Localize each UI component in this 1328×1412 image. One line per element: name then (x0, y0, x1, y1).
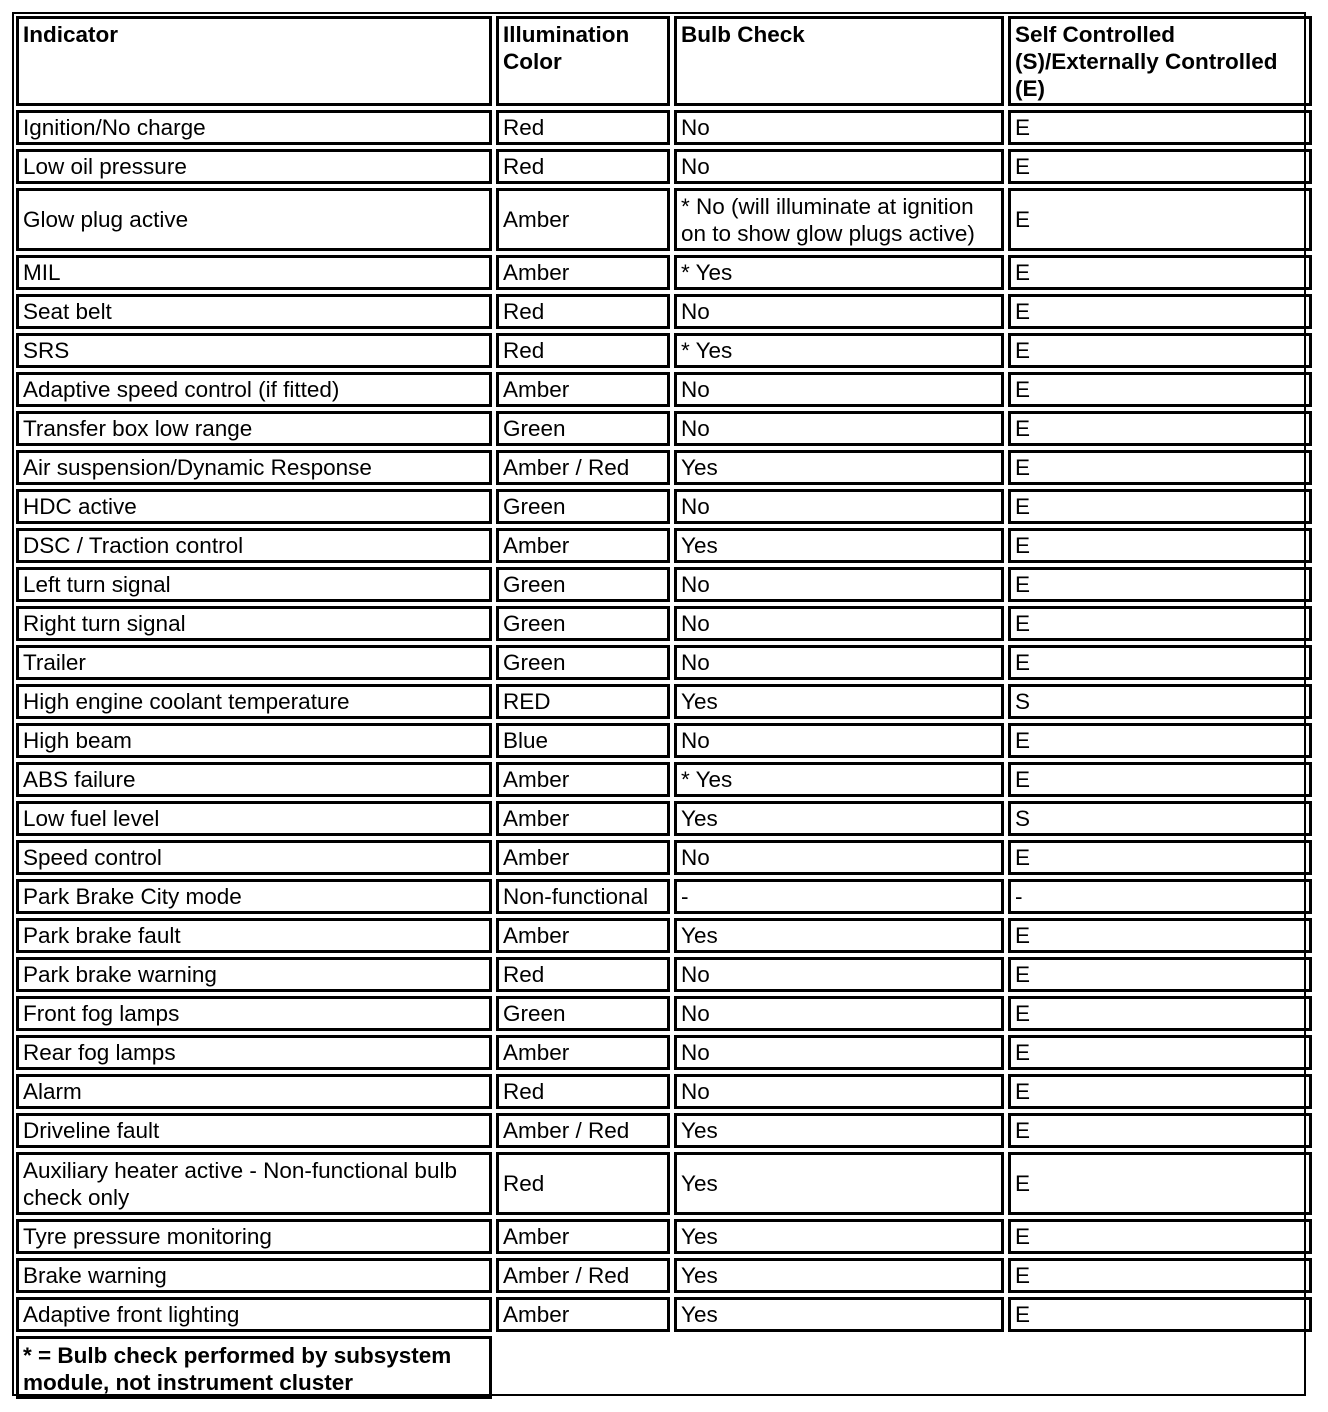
cell-indicator: Right turn signal (16, 606, 492, 641)
cell-control-type: E (1008, 840, 1312, 875)
cell-illumination-color: Amber (496, 255, 670, 290)
cell-illumination-color: Red (496, 149, 670, 184)
cell-control-type: E (1008, 1219, 1312, 1254)
cell-bulb-check: - (674, 879, 1004, 914)
cell-bulb-check: Yes (674, 1219, 1004, 1254)
cell-control-type: E (1008, 188, 1312, 251)
table-row (16, 1152, 1312, 1215)
cell-bulb-check: Yes (674, 918, 1004, 953)
cell-control-type: E (1008, 645, 1312, 680)
cell-bulb-check: No (674, 606, 1004, 641)
cell-illumination-color: Amber / Red (496, 450, 670, 485)
cell-indicator: High beam (16, 723, 492, 758)
cell-illumination-color: Amber (496, 528, 670, 563)
table-row (16, 918, 1312, 953)
cell-bulb-check: Yes (674, 801, 1004, 836)
table-row (16, 528, 1312, 563)
cell-indicator: Trailer (16, 645, 492, 680)
cell-indicator: Low fuel level (16, 801, 492, 836)
table-row (16, 840, 1312, 875)
cell-bulb-check: Yes (674, 528, 1004, 563)
cell-bulb-check: No (674, 149, 1004, 184)
cell-indicator: HDC active (16, 489, 492, 524)
cell-indicator: Tyre pressure monitoring (16, 1219, 492, 1254)
cell-illumination-color: Amber (496, 762, 670, 797)
cell-control-type: E (1008, 110, 1312, 145)
cell-control-type: E (1008, 149, 1312, 184)
cell-control-type: E (1008, 411, 1312, 446)
cell-indicator: DSC / Traction control (16, 528, 492, 563)
cell-illumination-color: Amber (496, 372, 670, 407)
cell-indicator: MIL (16, 255, 492, 290)
cell-illumination-color: Red (496, 333, 670, 368)
cell-bulb-check: No (674, 294, 1004, 329)
table-row (16, 879, 1312, 914)
table-row (16, 110, 1312, 145)
table-row (16, 333, 1312, 368)
table-row (16, 294, 1312, 329)
cell-illumination-color: Green (496, 996, 670, 1031)
cell-bulb-check: * Yes (674, 255, 1004, 290)
cell-indicator: Park brake warning (16, 957, 492, 992)
cell-control-type: E (1008, 762, 1312, 797)
cell-indicator: Auxiliary heater active - Non-functional bulb check only (16, 1152, 492, 1215)
header-control-type: Self Controlled (S)/Externally Controlled (E) (1008, 16, 1312, 106)
cell-indicator: High engine coolant temperature (16, 684, 492, 719)
cell-bulb-check: Yes (674, 1152, 1004, 1215)
cell-illumination-color: Amber (496, 1219, 670, 1254)
cell-indicator: Ignition/No charge (16, 110, 492, 145)
table-row (16, 372, 1312, 407)
cell-illumination-color: Non-functional (496, 879, 670, 914)
cell-illumination-color: Green (496, 489, 670, 524)
cell-bulb-check: No (674, 1035, 1004, 1070)
table-row (16, 567, 1312, 602)
cell-indicator: Low oil pressure (16, 149, 492, 184)
cell-control-type: E (1008, 372, 1312, 407)
cell-control-type: E (1008, 996, 1312, 1031)
cell-illumination-color: Green (496, 567, 670, 602)
table-row (16, 1219, 1312, 1254)
cell-indicator: Brake warning (16, 1258, 492, 1293)
cell-control-type: E (1008, 489, 1312, 524)
table-row (16, 1035, 1312, 1070)
cell-illumination-color: Green (496, 411, 670, 446)
cell-bulb-check: No (674, 567, 1004, 602)
cell-indicator: Transfer box low range (16, 411, 492, 446)
header-bulb-check: Bulb Check (674, 16, 1004, 106)
cell-bulb-check: * No (will illuminate at ignition on to show glow plugs active) (674, 188, 1004, 251)
cell-bulb-check: Yes (674, 1297, 1004, 1332)
cell-illumination-color: Red (496, 1152, 670, 1215)
cell-indicator: Adaptive front lighting (16, 1297, 492, 1332)
cell-control-type: E (1008, 1152, 1312, 1215)
cell-bulb-check: No (674, 957, 1004, 992)
cell-indicator: Park brake fault (16, 918, 492, 953)
cell-bulb-check: No (674, 1074, 1004, 1109)
cell-control-type: E (1008, 255, 1312, 290)
cell-indicator: Adaptive speed control (if fitted) (16, 372, 492, 407)
cell-control-type: E (1008, 606, 1312, 641)
cell-illumination-color: Red (496, 1074, 670, 1109)
cell-illumination-color: Amber (496, 801, 670, 836)
table-row (16, 1113, 1312, 1148)
table-row (16, 723, 1312, 758)
cell-bulb-check: Yes (674, 450, 1004, 485)
cell-illumination-color: Amber (496, 918, 670, 953)
cell-bulb-check: No (674, 372, 1004, 407)
cell-illumination-color: Blue (496, 723, 670, 758)
cell-bulb-check: No (674, 996, 1004, 1031)
cell-control-type: E (1008, 528, 1312, 563)
cell-indicator: Alarm (16, 1074, 492, 1109)
cell-illumination-color: Red (496, 957, 670, 992)
cell-control-type: - (1008, 879, 1312, 914)
cell-bulb-check: No (674, 723, 1004, 758)
table-row (16, 149, 1312, 184)
footnote-spacer (496, 1336, 1312, 1399)
indicator-table (12, 12, 1316, 1403)
cell-bulb-check: Yes (674, 684, 1004, 719)
cell-bulb-check: * Yes (674, 333, 1004, 368)
table-row (16, 801, 1312, 836)
cell-control-type: E (1008, 1297, 1312, 1332)
cell-control-type: E (1008, 567, 1312, 602)
table-row (16, 1297, 1312, 1332)
cell-control-type: E (1008, 1074, 1312, 1109)
cell-control-type: E (1008, 450, 1312, 485)
cell-control-type: E (1008, 1113, 1312, 1148)
table-row (16, 255, 1312, 290)
cell-indicator: Glow plug active (16, 188, 492, 251)
table-row (16, 957, 1312, 992)
cell-control-type: E (1008, 294, 1312, 329)
cell-control-type: S (1008, 801, 1312, 836)
cell-illumination-color: RED (496, 684, 670, 719)
cell-bulb-check: No (674, 645, 1004, 680)
cell-control-type: S (1008, 684, 1312, 719)
header-indicator: Indicator (16, 16, 492, 106)
cell-bulb-check: * Yes (674, 762, 1004, 797)
cell-illumination-color: Amber (496, 840, 670, 875)
footnote: * = Bulb check performed by subsystem module, not instrument cluster (16, 1336, 492, 1399)
cell-bulb-check: No (674, 840, 1004, 875)
cell-indicator: Seat belt (16, 294, 492, 329)
cell-control-type: E (1008, 723, 1312, 758)
cell-illumination-color: Amber / Red (496, 1113, 670, 1148)
header-illumination-color: Illumination Color (496, 16, 670, 106)
cell-illumination-color: Amber (496, 1297, 670, 1332)
table-row (16, 606, 1312, 641)
cell-indicator: SRS (16, 333, 492, 368)
cell-illumination-color: Amber (496, 1035, 670, 1070)
cell-control-type: E (1008, 1258, 1312, 1293)
cell-illumination-color: Amber (496, 188, 670, 251)
cell-indicator: Speed control (16, 840, 492, 875)
cell-control-type: E (1008, 918, 1312, 953)
cell-illumination-color: Amber / Red (496, 1258, 670, 1293)
cell-control-type: E (1008, 1035, 1312, 1070)
table-row (16, 996, 1312, 1031)
table-row (16, 684, 1312, 719)
table-row (16, 645, 1312, 680)
cell-indicator: Front fog lamps (16, 996, 492, 1031)
footnote-row (16, 1336, 1312, 1399)
cell-indicator: Park Brake City mode (16, 879, 492, 914)
cell-bulb-check: Yes (674, 1258, 1004, 1293)
cell-illumination-color: Green (496, 606, 670, 641)
table-row (16, 411, 1312, 446)
cell-bulb-check: No (674, 411, 1004, 446)
cell-bulb-check: No (674, 489, 1004, 524)
table-row (16, 489, 1312, 524)
cell-illumination-color: Red (496, 294, 670, 329)
cell-indicator: ABS failure (16, 762, 492, 797)
table-row (16, 1258, 1312, 1293)
cell-illumination-color: Green (496, 645, 670, 680)
cell-bulb-check: No (674, 110, 1004, 145)
cell-indicator: Rear fog lamps (16, 1035, 492, 1070)
cell-bulb-check: Yes (674, 1113, 1004, 1148)
table-row (16, 762, 1312, 797)
table-row (16, 450, 1312, 485)
cell-indicator: Air suspension/Dynamic Response (16, 450, 492, 485)
cell-illumination-color: Red (496, 110, 670, 145)
cell-indicator: Driveline fault (16, 1113, 492, 1148)
table-header-row (16, 16, 1312, 106)
cell-control-type: E (1008, 333, 1312, 368)
table-row (16, 188, 1312, 251)
table-row (16, 1074, 1312, 1109)
cell-indicator: Left turn signal (16, 567, 492, 602)
cell-control-type: E (1008, 957, 1312, 992)
